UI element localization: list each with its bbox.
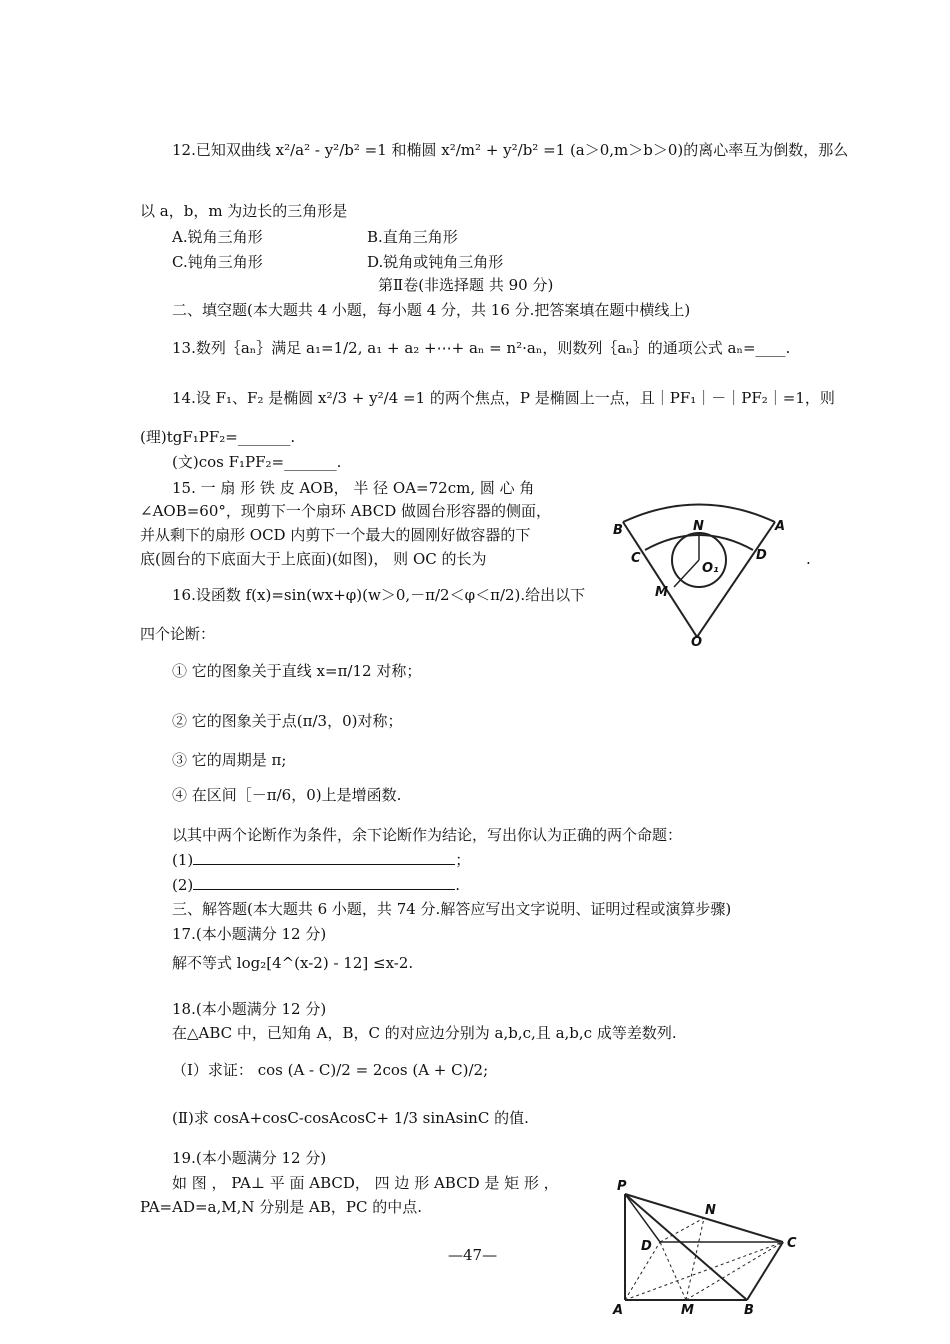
q15-line4: 底(圆台的下底面大于上底面)(如图)， 则 OC 的长为 [140,550,487,568]
q16-blank-1-end: ； [455,851,471,869]
q14-line2: (理)tgF₁PF₂=_______. [140,428,296,446]
radius-oa [697,522,775,637]
q16-claim-1: ① 它的图象关于直线 x=π/12 对称； [172,662,422,680]
edge-bc [747,1242,783,1300]
fig1-label-n: N [693,519,704,534]
q16-blank-2 [172,875,460,895]
q16-blank-1-label: (1) [172,851,194,869]
q15-period: . [806,550,811,568]
q16-blank-2-line [193,875,455,890]
fig1-label-b: B [613,523,623,538]
q12-option-a: A.锐角三角形 [172,228,263,246]
q16-blank-2-label: (2) [172,876,194,894]
q16-line1: 16.设函数 f(x)=sin(wx+φ)(w＞0,－π/2＜φ＜π/2).给出以下 [172,586,586,604]
q18-heading: 18.(本小题满分 12 分) [172,1000,327,1018]
fig1-label-c: C [631,551,641,566]
q12-option-c: C.钝角三角形 [172,253,263,271]
edge-md [660,1242,686,1300]
q14-line1: 14.设 F₁、F₂ 是椭圆 x²/3 + y²/4 =1 的两个焦点，P 是椭圆上一点，且｜PF₁｜－｜PF₂｜=1，则 [172,389,835,407]
fig2-label-d: D [641,1239,652,1254]
fig1-label-a: A [775,519,786,534]
fig1-label-o1: O₁ [702,561,719,576]
q15-line2: ∠AOB=60°，现剪下一个扇环 ABCD 做圆台形容器的侧面， [140,502,552,520]
sector-figure [605,492,795,652]
q16-claim-3: ③ 它的周期是 π; [172,751,287,769]
q18-part1: （Ⅰ）求证： cos (A - C)/2 = 2cos (A + C)/2; [172,1061,489,1079]
q16-blank-1-line [193,850,455,865]
section3-title: 三、解答题(本大题共 6 小题，共 74 分.解答应写出文字说明、证明过程或演算步骤) [172,900,732,918]
q14-line3: (文)cos F₁PF₂=_______. [172,453,342,471]
edge-pd [625,1194,660,1242]
q18-body: 在△ABC 中，已知角 A，B，C 的对应边分别为 a,b,c,且 a,b,c 成等差数列. [172,1024,677,1042]
q13-text: 13.数列｛aₙ｝满足 a₁=1/2, a₁ + a₂ +⋯+ aₙ = n²·aₙ，则数列｛aₙ｝的通项公式 aₙ=____. [172,339,791,357]
q16-claim-4: ④ 在区间［－π/6，0)上是增函数. [172,786,402,804]
fig2-label-b: B [744,1303,754,1318]
q19-line2: PA=AD=a,M,N 分别是 AB，PC 的中点. [140,1198,423,1216]
q17-body: 解不等式 log₂[4^(x-2) - 12] ≤x-2. [172,954,414,972]
fig2-label-c: C [787,1236,797,1251]
edge-mc [686,1242,783,1300]
fig2-label-n: N [705,1203,716,1218]
q15-line3: 并从剩下的扇形 OCD 内剪下一个最大的圆刚好做容器的下 [140,526,531,544]
fig1-label-m: M [655,585,668,600]
q12-option-d: D.锐角或钝角三角形 [367,253,504,271]
q16-blank-1 [172,850,470,870]
q16-instruction: 以其中两个论断作为条件，余下论断作为结论，写出你认为正确的两个命题： [172,826,683,844]
part2-title: 第Ⅱ卷(非选择题 共 90 分) [378,276,554,294]
q18-part2: (Ⅱ)求 cosA+cosC-cosAcosC+ 1/3 sinAsinC 的值. [172,1109,529,1127]
q16-line2: 四个论断： [140,625,216,643]
q12-option-b: B.直角三角形 [367,228,458,246]
fig2-label-p: P [617,1179,627,1194]
q19-heading: 19.(本小题满分 12 分) [172,1149,327,1167]
q17-heading: 17.(本小题满分 12 分) [172,925,327,943]
fig2-label-a: A [613,1303,624,1318]
radius-ob [623,522,697,637]
section2-title: 二、填空题(本大题共 4 小题，每小题 4 分，共 16 分.把答案填在题中横线上) [172,301,691,319]
q16-blank-2-end: . [455,876,461,894]
q16-claim-2: ② 它的图象关于点(π/3，0)对称； [172,712,403,730]
q19-line1: 如 图 ， PA⊥ 平 面 ABCD， 四 边 形 ABCD 是 矩 形 ， [172,1174,559,1192]
fig1-label-o: O [691,635,703,650]
pyramid-figure [605,1172,810,1342]
fig1-label-d: D [756,548,767,563]
q15-line1: 15. 一 扇 形 铁 皮 AOB， 半 径 OA=72cm, 圆 心 角 [172,479,535,497]
q12-line1: 12.已知双曲线 x²/a² - y²/b² =1 和椭圆 x²/m² + y²/b² =1 (a＞0,m＞b＞0)的离心率互为倒数，那么 [172,141,849,159]
page-number: —47— [448,1246,498,1264]
fig2-label-m: M [681,1303,694,1318]
q12-line2: 以 a，b，m 为边长的三角形是 [140,202,348,220]
